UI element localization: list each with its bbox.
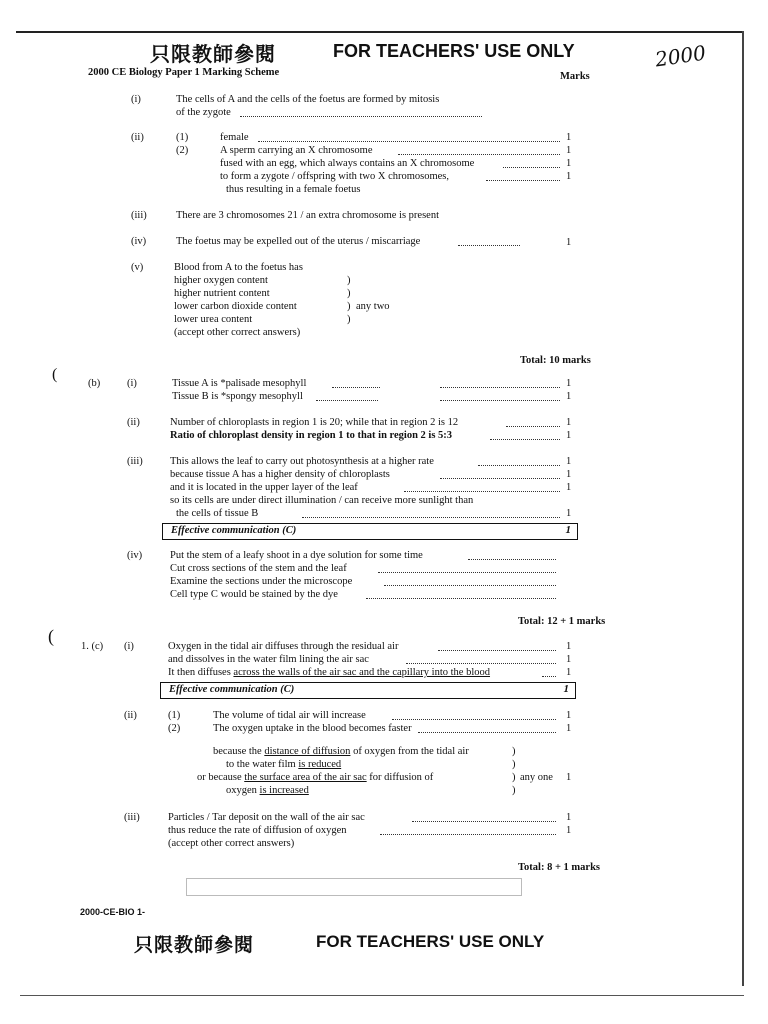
dot-leader <box>542 676 556 677</box>
bracket: ) <box>512 759 516 770</box>
effective-communication-mark: 1 <box>565 524 571 536</box>
answer-line: A sperm carrying an X chromosome <box>220 145 373 156</box>
item-number: (v) <box>131 262 144 273</box>
effective-communication-box <box>160 682 576 699</box>
bracket: ) <box>347 314 351 325</box>
dot-leader <box>412 821 556 822</box>
answer-text: of oxygen from the tidal air <box>350 746 469 757</box>
dot-leader <box>478 465 560 466</box>
sub-item-number: (1) <box>176 132 189 143</box>
mark-value: 1 <box>566 482 572 493</box>
dot-leader <box>332 387 380 388</box>
item-number: (iv) <box>131 236 147 247</box>
answer-text: to the water film <box>226 759 299 770</box>
item-number: (iii) <box>124 812 140 823</box>
mark-value: 1 <box>566 723 572 734</box>
part-label: (b) <box>88 378 101 389</box>
any-one-note: any one <box>520 772 553 783</box>
mark-value: 1 <box>566 710 572 721</box>
mark-value: 1 <box>566 417 572 428</box>
dot-leader <box>302 517 560 518</box>
answer-line: thus resulting in a female foetus <box>226 184 361 195</box>
dot-leader <box>418 732 556 733</box>
dot-leader <box>440 478 560 479</box>
underlined-key-phrase: across the walls of the air sac and the capillary into the blood <box>233 667 491 678</box>
item-number: (iii) <box>127 456 143 467</box>
right-border <box>742 31 744 986</box>
underlined-key-phrase: distance of diffusion <box>264 746 351 757</box>
underlined-key-phrase: is reduced <box>298 759 342 770</box>
bracket: ) <box>512 746 516 757</box>
answer-line: Ratio of chloroplast density in region 1 to that in region 2 is 5:3 <box>170 430 453 441</box>
mark-value: 1 <box>566 171 572 182</box>
bracket: ) <box>512 785 516 796</box>
answer-line: higher oxygen content <box>174 275 268 286</box>
margin-bracket-mark: ( <box>48 626 54 646</box>
mark-value: 1 <box>566 430 572 441</box>
dot-leader <box>458 245 520 246</box>
answer-line: Blood from A to the foetus has <box>174 262 303 273</box>
dot-leader <box>378 572 556 573</box>
answer-text: for diffusion of <box>366 772 434 783</box>
effective-communication-box <box>162 523 578 540</box>
part-label: 1. (c) <box>81 641 104 652</box>
any-two-note: any two <box>356 301 390 312</box>
dot-leader <box>316 400 378 401</box>
answer-line: The oxygen uptake in the blood becomes faster <box>213 723 412 734</box>
answer-line <box>213 745 469 758</box>
dot-leader <box>438 650 556 651</box>
answer-line: Tissue B is *spongy mesophyll <box>172 391 303 402</box>
answer-line: Examine the sections under the microscope <box>170 576 353 587</box>
dot-leader <box>258 141 560 142</box>
sub-item-number: (2) <box>176 145 189 156</box>
answer-line: and dissolves in the water film lining the air sac <box>168 654 369 665</box>
mark-value: 1 <box>566 158 572 169</box>
answer-text: because the <box>213 746 265 757</box>
answer-line <box>226 784 309 797</box>
answer-line: Put the stem of a leafy shoot in a dye solution for some time <box>170 550 423 561</box>
answer-line: The volume of tidal air will increase <box>213 710 366 721</box>
footer-chinese-title: 只限教師參閱 <box>134 934 255 956</box>
document-subtitle: 2000 CE Biology Paper 1 Marking Scheme <box>88 67 280 78</box>
header-english-title: FOR TEACHERS' USE ONLY <box>333 41 575 61</box>
item-number: (ii) <box>124 710 137 721</box>
item-number: (iv) <box>127 550 143 561</box>
answer-line: fused with an egg, which always contains an X chromosome <box>220 158 475 169</box>
mark-value: 1 <box>566 378 572 389</box>
dot-leader <box>384 585 556 586</box>
answer-line: (accept other correct answers) <box>168 838 295 849</box>
mark-value: 1 <box>566 825 572 836</box>
dot-leader <box>440 400 560 401</box>
answer-line: The foetus may be expelled out of the uterus / miscarriage <box>176 236 421 247</box>
answer-line: The cells of A and the cells of the foetus are formed by mitosis <box>176 94 440 105</box>
answer-line: lower urea content <box>174 314 253 325</box>
answer-line: female <box>220 132 249 143</box>
item-number: (ii) <box>127 417 140 428</box>
dot-leader <box>490 439 560 440</box>
bracket: ) <box>347 275 351 286</box>
mark-value: 1 <box>566 456 572 467</box>
dot-leader <box>404 491 560 492</box>
dot-leader <box>406 663 556 664</box>
answer-line: higher nutrient content <box>174 288 270 299</box>
dot-leader <box>240 116 482 117</box>
bracket: ) <box>347 288 351 299</box>
answer-text: or because <box>197 772 245 783</box>
answer-text: oxygen <box>226 785 260 796</box>
footer-english-title: FOR TEACHERS' USE ONLY <box>316 932 545 951</box>
dot-leader <box>486 180 560 181</box>
bracket: ) <box>512 772 516 783</box>
dot-leader <box>503 167 560 168</box>
top-border <box>16 31 744 33</box>
answer-line <box>197 771 433 784</box>
answer-text: It then diffuses <box>168 667 234 678</box>
item-number: (i) <box>131 94 141 105</box>
mark-value: 1 <box>566 237 572 248</box>
effective-communication-label: Effective communication (C) <box>169 684 295 695</box>
answer-line: Cell type C would be stained by the dye <box>170 589 338 600</box>
margin-bracket-mark: ( <box>52 366 58 383</box>
effective-communication-label: Effective communication (C) <box>171 525 297 536</box>
mark-value: 1 <box>566 391 572 402</box>
answer-line: the cells of tissue B <box>176 508 259 519</box>
mark-value: 1 <box>566 772 572 783</box>
answer-line: and it is located in the upper layer of the leaf <box>170 482 358 493</box>
marks-column-label: Marks <box>560 71 590 82</box>
answer-line: (accept other correct answers) <box>174 327 301 338</box>
effective-communication-mark: 1 <box>563 683 569 695</box>
mark-value: 1 <box>566 667 572 678</box>
answer-line: to form a zygote / offspring with two X chromosomes, <box>220 171 450 182</box>
dot-leader <box>506 426 560 427</box>
answer-line: Particles / Tar deposit on the wall of the air sac <box>168 812 365 823</box>
dot-leader <box>468 559 556 560</box>
bottom-border <box>20 995 744 996</box>
answer-line: thus reduce the rate of diffusion of oxygen <box>168 825 347 836</box>
answer-line: of the zygote <box>176 107 231 118</box>
mark-value: 1 <box>566 508 572 519</box>
underlined-key-phrase: the surface area of the air sac <box>244 772 367 783</box>
dot-leader <box>380 834 556 835</box>
answer-line: This allows the leaf to carry out photosynthesis at a higher rate <box>170 456 434 467</box>
answer-line: There are 3 chromosomes 21 / an extra chromosome is present <box>176 210 439 221</box>
answer-line <box>226 758 341 771</box>
answer-line: Number of chloroplasts in region 1 is 20; while that in region 2 is 12 <box>170 417 459 428</box>
mark-value: 1 <box>566 641 572 652</box>
item-number: (iii) <box>131 210 147 221</box>
answer-line: Tissue A is *palisade mesophyll <box>172 378 307 389</box>
sub-item-number: (2) <box>168 723 181 734</box>
header-chinese-title: 只限教師參閱 <box>150 42 276 66</box>
mark-value: 1 <box>566 132 572 143</box>
underlined-key-phrase: is increased <box>259 785 309 796</box>
footer-paper-code: 2000-CE-BIO 1- <box>80 907 146 917</box>
show-through-box <box>186 878 522 896</box>
dot-leader <box>398 154 560 155</box>
mark-value: 1 <box>566 654 572 665</box>
answer-line: lower carbon dioxide content <box>174 301 297 312</box>
sub-item-number: (1) <box>168 710 181 721</box>
section-total: Total: 10 marks <box>520 355 591 366</box>
dot-leader <box>440 387 560 388</box>
section-total: Total: 8 + 1 marks <box>518 862 601 873</box>
dot-leader <box>392 719 556 720</box>
answer-line: Oxygen in the tidal air diffuses through the residual air <box>168 641 399 652</box>
bracket: ) <box>347 301 351 312</box>
item-number: (ii) <box>131 132 144 143</box>
item-number: (i) <box>124 641 134 652</box>
section-total: Total: 12 + 1 marks <box>518 616 606 627</box>
mark-value: 1 <box>566 145 572 156</box>
mark-value: 1 <box>566 469 572 480</box>
answer-line: Cut cross sections of the stem and the leaf <box>170 563 347 574</box>
answer-line <box>168 666 490 679</box>
item-number: (i) <box>127 378 137 389</box>
dot-leader <box>366 598 556 599</box>
answer-line: because tissue A has a higher density of chloroplasts <box>170 469 390 480</box>
answer-line: so its cells are under direct illumination / can receive more sunlight than <box>170 495 474 506</box>
handwritten-year: 2000 <box>653 40 708 72</box>
mark-value: 1 <box>566 812 572 823</box>
